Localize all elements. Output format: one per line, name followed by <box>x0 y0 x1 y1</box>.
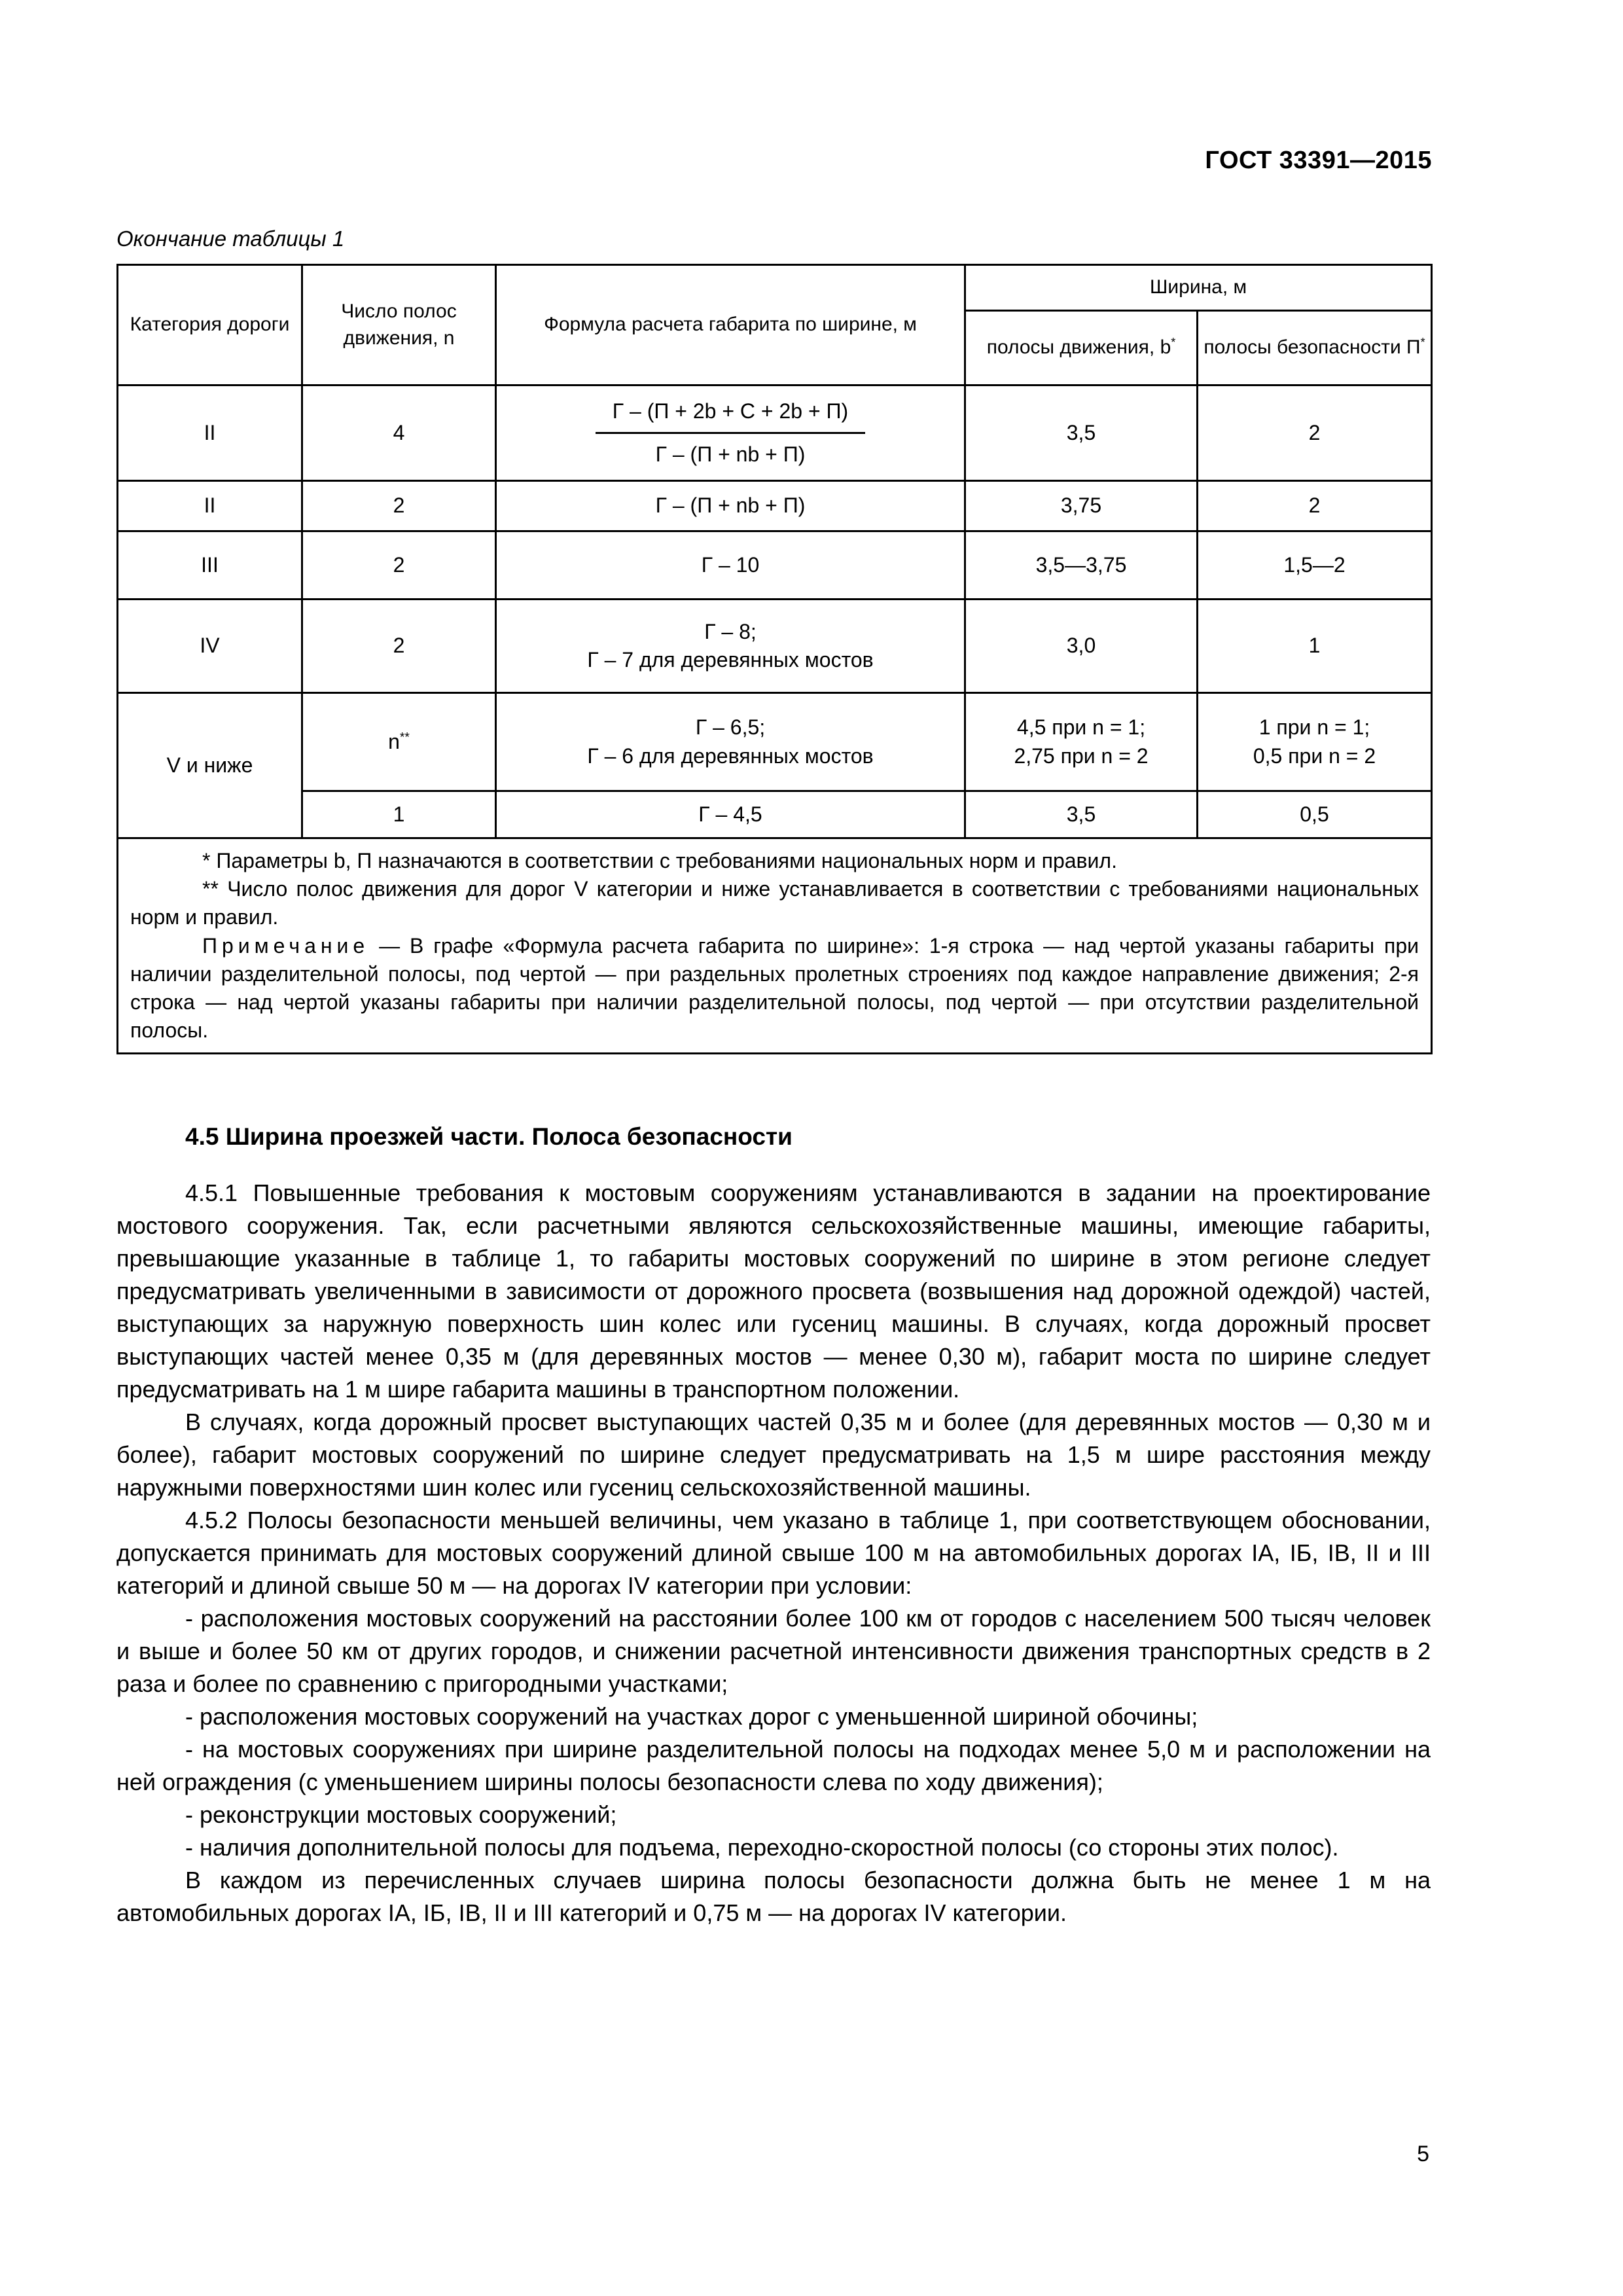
cell-lanes: 2 <box>302 531 496 600</box>
cell-safety-width: 1 при n = 1; 0,5 при n = 2 <box>1198 693 1432 791</box>
cell-formula: Г – 6,5; Г – 6 для деревянных мостов <box>496 693 965 791</box>
cell-lanes: 1 <box>302 791 496 838</box>
page-number: 5 <box>1417 2142 1429 2166</box>
note-label: Примечание <box>202 933 370 958</box>
header-category: Категория дороги <box>118 265 302 386</box>
cell-category: V и ниже <box>118 693 302 838</box>
table-note <box>130 932 1419 1045</box>
section-body <box>116 1121 1431 1929</box>
cell-formula <box>496 386 965 481</box>
table-notes-row <box>118 838 1432 1054</box>
cell-lane-width: 3,0 <box>965 600 1198 693</box>
list-item: - на мостовых сооружениях при ширине разделительной полосы на подходах менее 5,0 м и расположении на ней ограждения (с уменьшением ширины полосы безопасности слева по ходу движения); <box>116 1736 1431 1795</box>
header-width-group: Ширина, м <box>965 265 1432 311</box>
cell-lane-width: 3,5 <box>965 791 1198 838</box>
list-item: - расположения мостовых сооружений на расстоянии более 100 км от городов с населением 500 тысяч человек и выше и более 50 км от других городов, и снижении расчетной интенсивности движения транспортных средств в 2 раза и более по сравнению с пригородными участками; <box>116 1605 1431 1697</box>
cell-lanes: 2 <box>302 481 496 531</box>
cell-category: IV <box>118 600 302 693</box>
parameters-table <box>116 264 1433 1054</box>
cell-category: II <box>118 481 302 531</box>
cell-formula: Г – 4,5 <box>496 791 965 838</box>
paragraph: 4.5.1 Повышенные требования к мостовым сооружениям устанавливаются в задании на проектирование мостового сооружения. Так, если расчетными являются сельскохозяйственные машины, имеющие габариты, превышающие указанные в таблице 1, то габариты мостовых сооружений по ширине в этом регионе следует предусматривать увеличенными в зависимости от дорожного просвета (возвышения над дорожной одеждой) частей, выступающих за наружную поверхность шин колес или гусениц машины. В случаях, когда дорожный просвет выступающих частей менее 0,35 м (для деревянных мостов — менее 0,30 м), габарит моста по ширине следует предусматривать на 1 м шире габарита машины в транспортном положении. <box>116 1179 1431 1403</box>
list-item: - наличия дополнительной полосы для подъема, переходно-скоростной полосы (со стороны этих полос). <box>185 1834 1339 1861</box>
header-lanes: Число полос движения, n <box>302 265 496 386</box>
header-lane-width: полосы движения, b* <box>965 311 1198 386</box>
cell-formula: Г – 10 <box>496 531 965 600</box>
table-notes <box>118 838 1432 1054</box>
footnote-1: * Параметры b, П назначаются в соответствии с требованиями национальных норм и правил. <box>202 849 1117 872</box>
header-safety-width: полосы безопасности П* <box>1198 311 1432 386</box>
cell-safety-width: 1,5—2 <box>1198 531 1432 600</box>
cell-lane-width: 3,75 <box>965 481 1198 531</box>
section-title: 4.5 Ширина проезжей части. Полоса безопасности <box>185 1123 793 1150</box>
list-item: - расположения мостовых сооружений на участках дорог с уменьшенной шириной обочины; <box>185 1703 1198 1730</box>
cell-category: III <box>118 531 302 600</box>
table-row <box>118 386 1432 481</box>
header-formula: Формула расчета габарита по ширине, м <box>496 265 965 386</box>
cell-formula: Г – 8; Г – 7 для деревянных мостов <box>496 600 965 693</box>
cell-lanes: n** <box>302 693 496 791</box>
cell-lane-width: 4,5 при n = 1; 2,75 при n = 2 <box>965 693 1198 791</box>
table-row <box>118 481 1432 531</box>
cell-safety-width: 2 <box>1198 386 1432 481</box>
cell-lanes: 4 <box>302 386 496 481</box>
paragraph: В случаях, когда дорожный просвет выступающих частей 0,35 м и более (для деревянных мостов — 0,30 м и более), габарит мостовых сооружений по ширине следует предусматривать на 1,5 м шире расстояния между наружными поверхностями шин колес или гусениц сельскохозяйственной машины. <box>116 1408 1431 1501</box>
cell-lane-width: 3,5—3,75 <box>965 531 1198 600</box>
table-container <box>116 264 1431 1054</box>
table-caption: Окончание таблицы 1 <box>116 226 345 251</box>
cell-safety-width: 0,5 <box>1198 791 1432 838</box>
cell-category: II <box>118 386 302 481</box>
table-row <box>118 791 1432 838</box>
table-row <box>118 600 1432 693</box>
note-text: — В графе «Формула расчета габарита по ширине»: 1-я строка — над чертой указаны габариты при наличии разделительной полосы, под чертой — при раздельных пролетных строениях под каждое направление движения; 2-я строка — над чертой указаны габариты при наличии разделительной полосы, под чертой — при отсутствии разделительной полосы. <box>130 933 1419 1043</box>
list-item: - реконструкции мостовых сооружений; <box>185 1801 617 1828</box>
cell-safety-width: 2 <box>1198 481 1432 531</box>
cell-formula: Г – (П + nb + П) <box>496 481 965 531</box>
cell-lane-width: 3,5 <box>965 386 1198 481</box>
formula-numerator: Г – (П + 2b + С + 2b + П) <box>596 397 865 434</box>
cell-lanes: 2 <box>302 600 496 693</box>
table-row <box>118 531 1432 600</box>
paragraph: В каждом из перечисленных случаев ширина полосы безопасности должна быть не менее 1 м на автомобильных дорогах IA, IБ, IB, II и III категорий и 0,75 м — на дорогах IV категории. <box>116 1867 1431 1926</box>
footnote-2: ** Число полос движения для дорог V категории и ниже устанавливается в соответствии с требованиями национальных норм и правил. <box>130 877 1419 929</box>
cell-safety-width: 1 <box>1198 600 1432 693</box>
document-code: ГОСТ 33391—2015 <box>1205 147 1432 174</box>
formula-denominator: Г – (П + nb + П) <box>655 442 806 466</box>
table-row <box>118 693 1432 791</box>
paragraph: 4.5.2 Полосы безопасности меньшей величины, чем указано в таблице 1, при соответствующем обосновании, допускается принимать для мостовых сооружений длиной свыше 100 м на автомобильных дорогах IA, IБ, IB, II и III категорий и длиной свыше 50 м — на дорогах IV категории при условии: <box>116 1507 1431 1599</box>
